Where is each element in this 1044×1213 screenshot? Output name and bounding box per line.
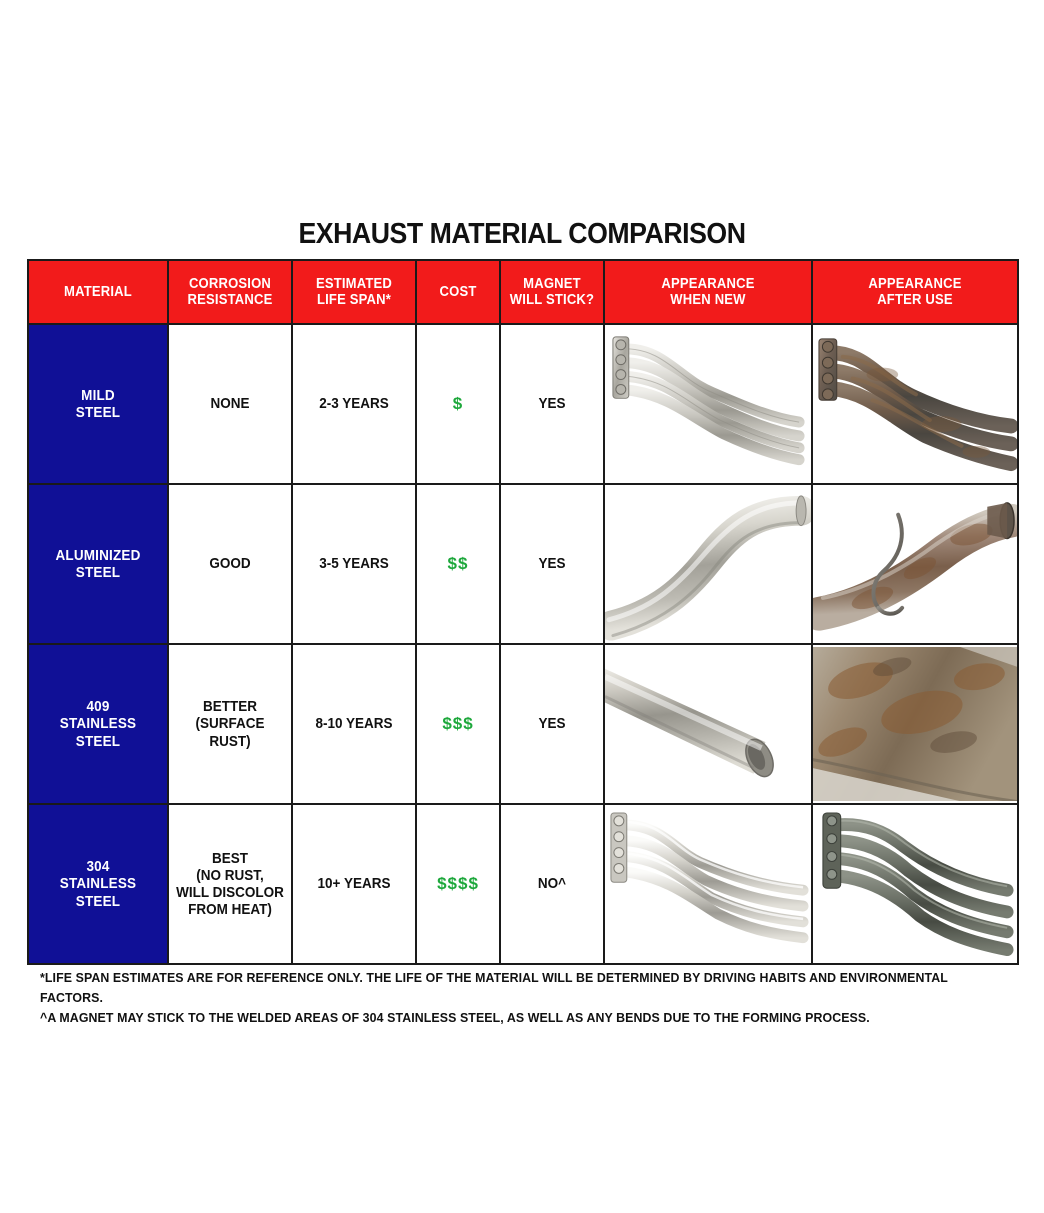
life-line: 10+ YEARS: [317, 875, 391, 893]
material-line: 409: [86, 698, 110, 716]
cell-magnet: [500, 484, 604, 644]
surface-rust-pipe-illustration: [813, 647, 1017, 801]
bent-pipe-new-illustration: [605, 487, 811, 642]
cell-material: [28, 644, 168, 804]
corrosion-line: BETTER: [203, 698, 257, 716]
header-line: WHEN NEW: [670, 292, 746, 308]
corrosion-line: RUST): [209, 732, 251, 750]
cell-appearance-used: [812, 804, 1018, 964]
material-line: STEEL: [75, 892, 121, 910]
cell-corrosion-resistance: [168, 324, 292, 484]
cell-appearance-used: [812, 324, 1018, 484]
material-line: STEEL: [75, 732, 121, 750]
life-line: 2-3 YEARS: [319, 395, 389, 413]
corrosion-line: FROM HEAT): [188, 901, 272, 919]
cell-corrosion-resistance: [168, 644, 292, 804]
header-line: RESISTANCE: [187, 292, 273, 308]
corrosion-line: NONE: [210, 395, 250, 413]
corrosion-line: GOOD: [209, 555, 251, 573]
magnet-line: YES: [538, 715, 566, 733]
header-line: CORROSION: [188, 275, 272, 292]
comparison-table-container: [27, 259, 1017, 965]
material-line: 304: [86, 858, 110, 876]
header-line: COST: [439, 283, 477, 300]
cell-material: [28, 484, 168, 644]
header-line: WILL STICK?: [509, 292, 595, 308]
304-stainless-headers-discolored-photo: [813, 807, 1017, 961]
cell-cost: $$: [416, 484, 500, 644]
304-stainless-headers-new-photo: [605, 807, 811, 962]
header-collector: [823, 813, 841, 888]
header-line: MATERIAL: [64, 283, 132, 300]
cell-magnet: [500, 644, 604, 804]
table-row: [28, 484, 1018, 644]
cell-material: [28, 324, 168, 484]
table-header-row: [28, 260, 1018, 324]
cell-cost: $: [416, 324, 500, 484]
material-line: ALUMINIZED: [55, 546, 141, 564]
column-header-magnet-will-stick: [500, 260, 604, 324]
flange-bolts: [611, 813, 627, 882]
cell-appearance-new: [604, 324, 812, 484]
cell-life-span: [292, 484, 416, 644]
cell-appearance-used: [812, 484, 1018, 644]
life-line: 3-5 YEARS: [319, 555, 389, 573]
header-line: APPEARANCE: [661, 275, 755, 292]
magnet-line: NO^: [537, 875, 567, 893]
header-line: MAGNET: [523, 275, 581, 292]
life-line: 8-10 YEARS: [315, 715, 393, 733]
material-line: STEEL: [75, 564, 121, 581]
footnotes: [40, 968, 1020, 1028]
flange-bolts: [613, 337, 629, 398]
discolored-headers-illustration: [813, 807, 1017, 961]
cell-material: [28, 804, 168, 964]
pipe-end-collar: [987, 503, 1014, 539]
aluminized-steel-pipe-rusted-photo: [813, 487, 1017, 641]
header-line: APPEARANCE: [868, 275, 962, 292]
409-stainless-pipe-new-photo: [605, 647, 811, 802]
column-header-appearance-when-new: [604, 260, 812, 324]
stainless-pipe-new-illustration: [605, 647, 811, 802]
column-header-cost: [416, 260, 500, 324]
table-row: [28, 644, 1018, 804]
corrosion-line: BEST: [211, 849, 248, 867]
rusted-pipe-illustration: [813, 487, 1017, 641]
header-line: LIFE SPAN*: [316, 292, 392, 308]
footnote-life-span: *LIFE SPAN ESTIMATES ARE FOR REFERENCE ONLY. THE LIFE OF THE MATERIAL WILL BE DETERMINED BY DRIVING HABITS AND ENVIRONMENTAL FACTORS.: [40, 970, 948, 1005]
magnet-line: YES: [538, 395, 566, 413]
cell-corrosion-resistance: [168, 804, 292, 964]
cell-appearance-new: [604, 804, 812, 964]
cell-corrosion-resistance: [168, 484, 292, 644]
header-line: ESTIMATED: [315, 275, 393, 292]
cell-cost: $$$: [416, 644, 500, 804]
corrosion-line: (NO RUST,: [196, 866, 264, 884]
column-header-appearance-after-use: [812, 260, 1018, 324]
page-title: EXHAUST MATERIAL COMPARISON: [298, 218, 746, 250]
material-line: STAINLESS: [59, 875, 137, 893]
material-line: MILD: [81, 386, 115, 404]
cell-magnet: [500, 324, 604, 484]
table-row: [28, 324, 1018, 484]
comparison-table: [27, 259, 1019, 965]
column-header-material: [28, 260, 168, 324]
column-header-estimated-life-span: [292, 260, 416, 324]
footnote-magnet: ^A MAGNET MAY STICK TO THE WELDED AREAS OF 304 STAINLESS STEEL, AS WELL AS ANY BENDS DUE TO THE FORMING PROCESS.: [40, 1009, 870, 1025]
cell-appearance-used: [812, 644, 1018, 804]
409-stainless-pipe-surface-rust-photo: [813, 647, 1017, 801]
cell-cost: $$$$: [416, 804, 500, 964]
column-header-corrosion-resistance: [168, 260, 292, 324]
table-row: [28, 804, 1018, 964]
cell-magnet: [500, 804, 604, 964]
cell-life-span: [292, 804, 416, 964]
mild-steel-headers-new-photo: [605, 327, 811, 482]
mild-steel-headers-rusted-photo: [813, 327, 1017, 481]
cell-appearance-new: [604, 484, 812, 644]
magnet-line: YES: [538, 555, 566, 573]
material-line: STAINLESS: [59, 715, 137, 733]
corrosion-line: WILL DISCOLOR: [176, 884, 284, 901]
material-line: STEEL: [75, 404, 121, 421]
cell-appearance-new: [604, 644, 812, 804]
polished-headers-illustration: [605, 807, 811, 962]
corrosion-line: (SURFACE: [195, 715, 265, 733]
headers-new-illustration: [605, 327, 811, 482]
rusted-headers-illustration: [813, 327, 1017, 481]
aluminized-steel-bent-pipe-new-photo: [605, 487, 811, 642]
rusted-flange: [819, 339, 837, 400]
cell-life-span: [292, 644, 416, 804]
header-line: AFTER USE: [877, 292, 953, 308]
cell-life-span: [292, 324, 416, 484]
